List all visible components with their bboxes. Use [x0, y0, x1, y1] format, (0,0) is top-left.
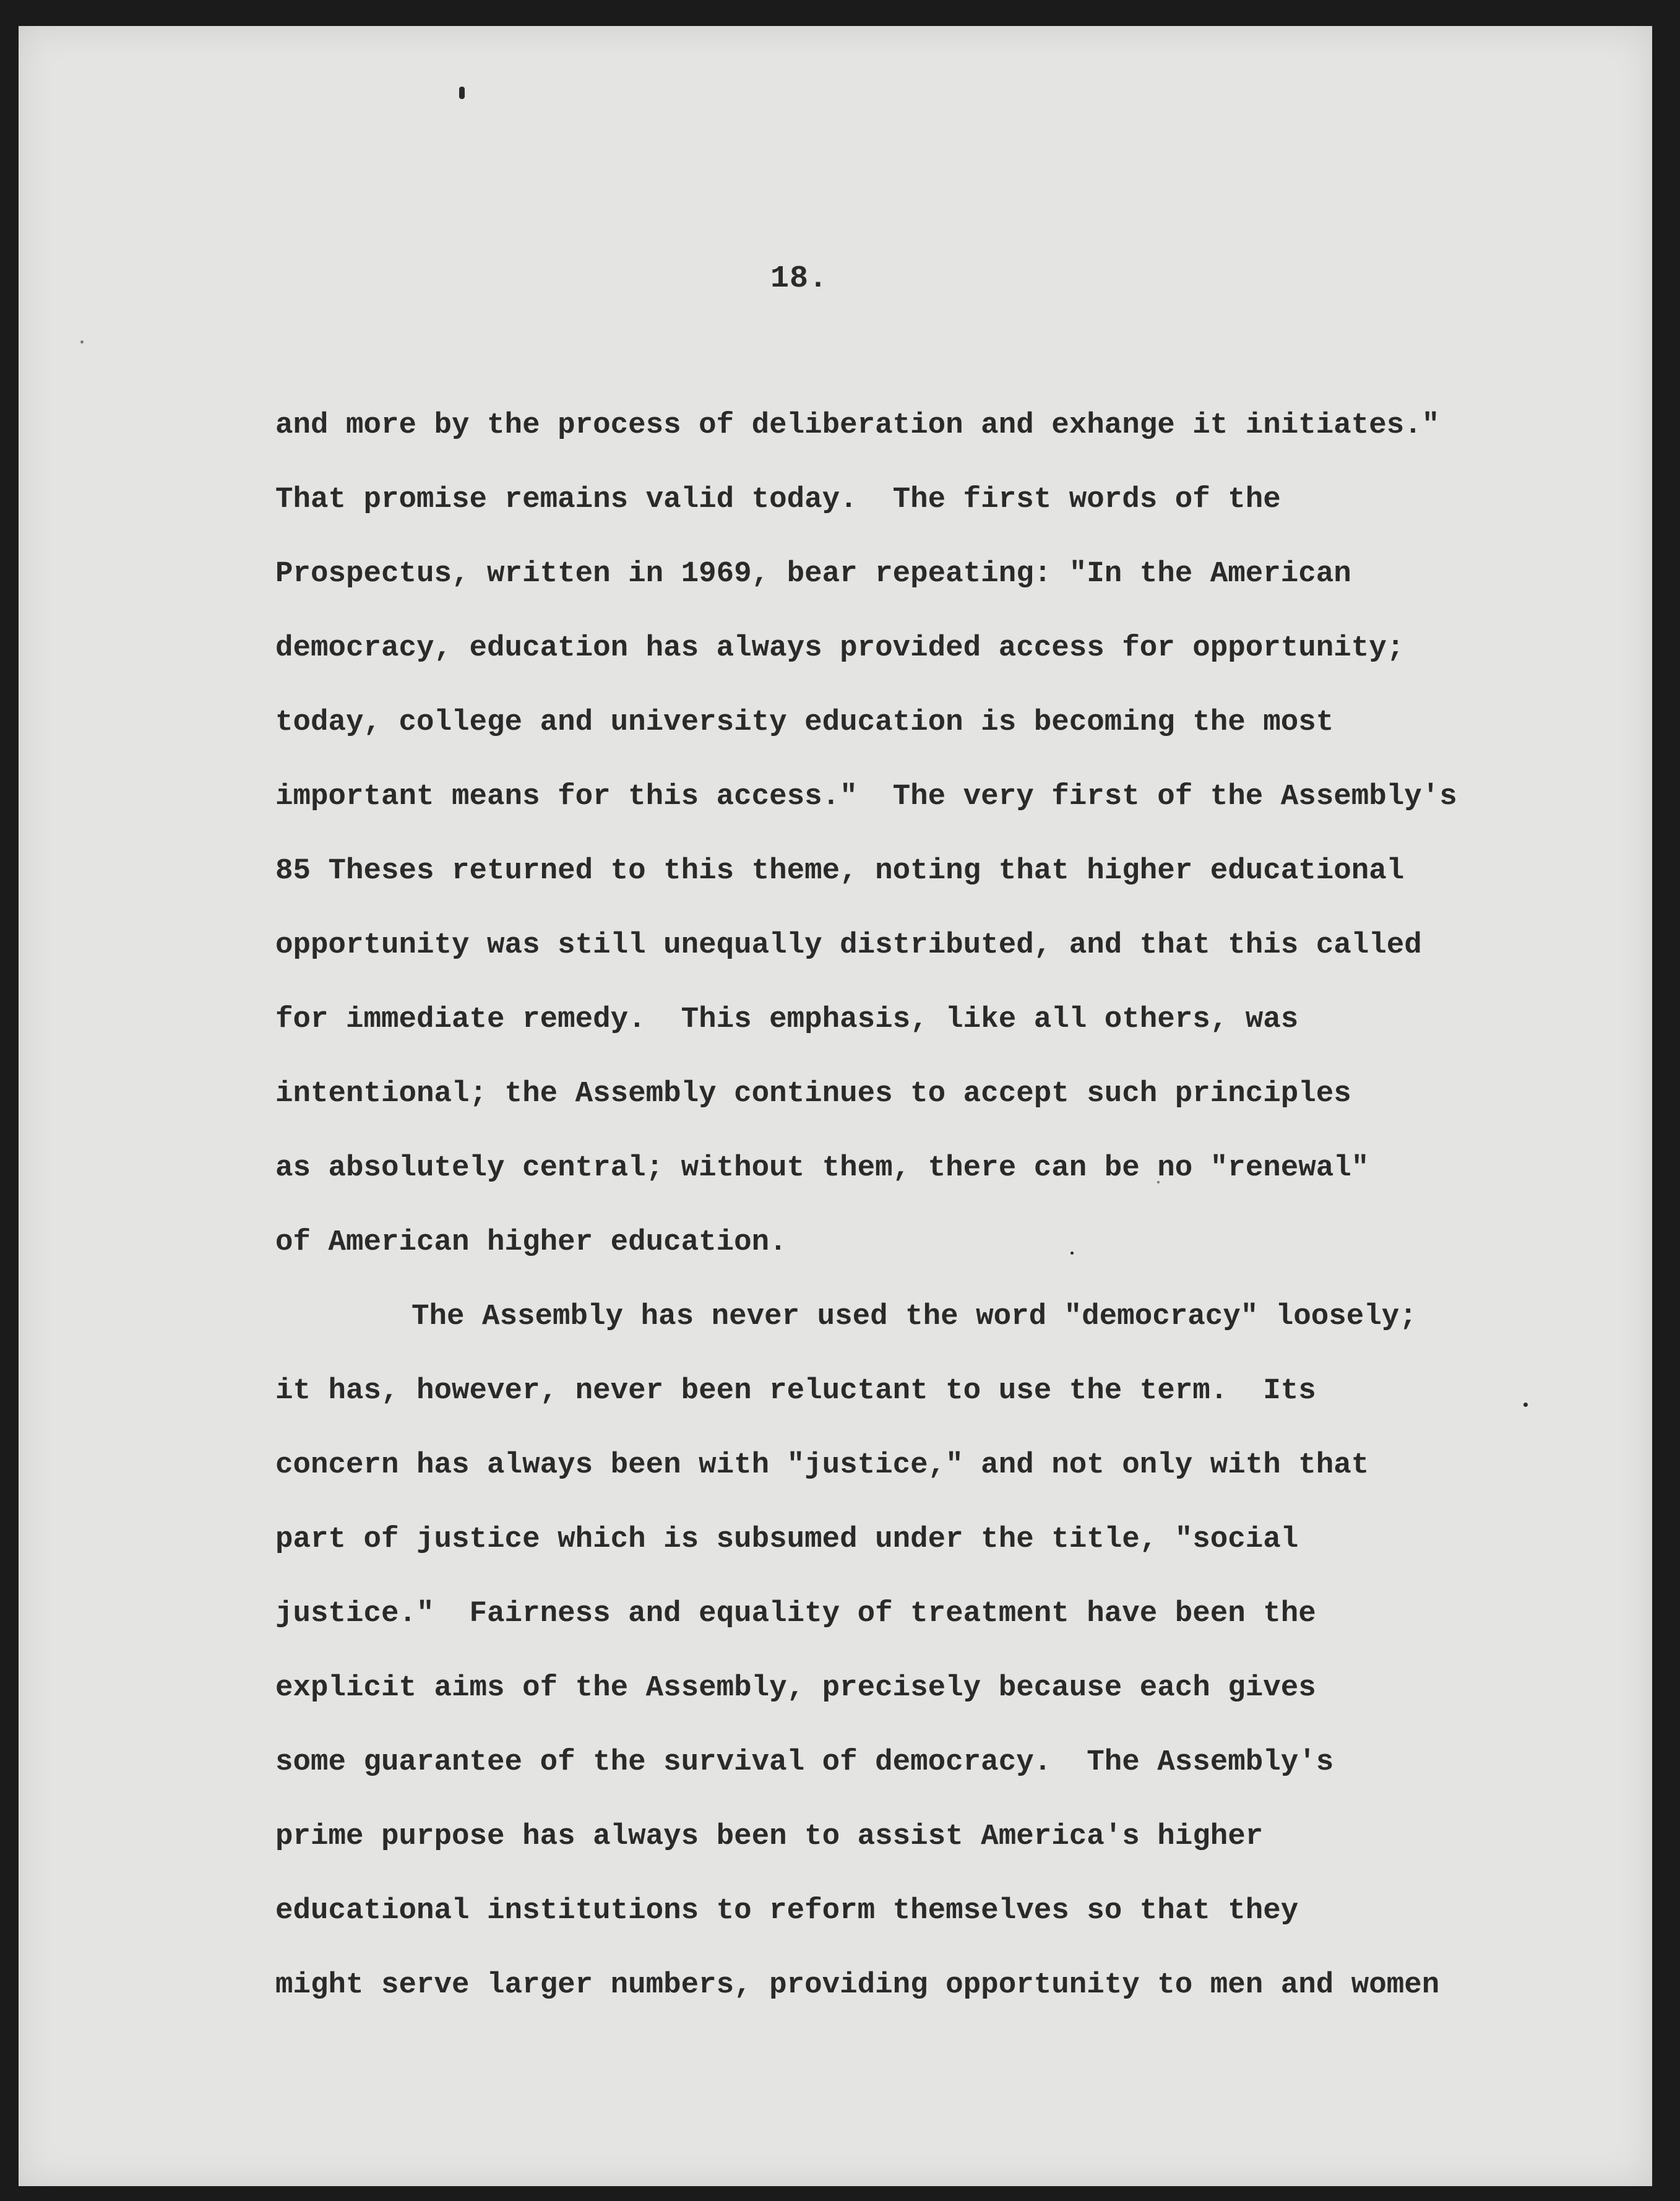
- text-line: intentional; the Assembly continues to accept such principles: [275, 1077, 1351, 1110]
- text-line: That promise remains valid today. The first words of the: [275, 483, 1281, 516]
- text-line: and more by the process of deliberation and exhange it initiates.": [275, 409, 1440, 442]
- paragraph-first-line: The Assembly has never used the word "democracy" loosely;: [411, 1300, 1417, 1333]
- text-line: it has, however, never been reluctant to use the term. Its: [275, 1374, 1316, 1408]
- text-line: democracy, education has always provided access for opportunity;: [275, 631, 1405, 665]
- text-line: Prospectus, written in 1969, bear repeating: "In the American: [275, 557, 1351, 590]
- ink-speck: [459, 87, 465, 99]
- text-line: educational institutions to reform themselves so that they: [275, 1894, 1299, 1927]
- text-line: justice." Fairness and equality of treatment have been the: [275, 1597, 1316, 1630]
- text-line: 85 Theses returned to this theme, noting that higher educational: [275, 854, 1405, 888]
- document-page: [19, 26, 1652, 2186]
- body-text: [275, 406, 1606, 2040]
- text-line: might serve larger numbers, providing opportunity to men and women: [275, 1968, 1440, 2002]
- text-line: for immediate remedy. This emphasis, like all others, was: [275, 1003, 1299, 1036]
- ink-speck: [80, 340, 84, 344]
- text-line: explicit aims of the Assembly, precisely because each gives: [275, 1671, 1316, 1705]
- text-line: as absolutely central; without them, there can be no "renewal": [275, 1151, 1369, 1185]
- text-line: today, college and university education is becoming the most: [275, 706, 1334, 739]
- text-line: important means for this access." The very first of the Assembly's: [275, 780, 1457, 813]
- page-number: 18.: [770, 261, 829, 296]
- text-line: of American higher education.: [275, 1226, 787, 1259]
- text-line: part of justice which is subsumed under the title, "social: [275, 1523, 1299, 1556]
- text-line: concern has always been with "justice," and not only with that: [275, 1448, 1369, 1482]
- text-line: some guarantee of the survival of democracy. The Assembly's: [275, 1745, 1334, 1779]
- text-line: prime purpose has always been to assist America's higher: [275, 1820, 1264, 1853]
- text-line: opportunity was still unequally distributed, and that this called: [275, 928, 1422, 962]
